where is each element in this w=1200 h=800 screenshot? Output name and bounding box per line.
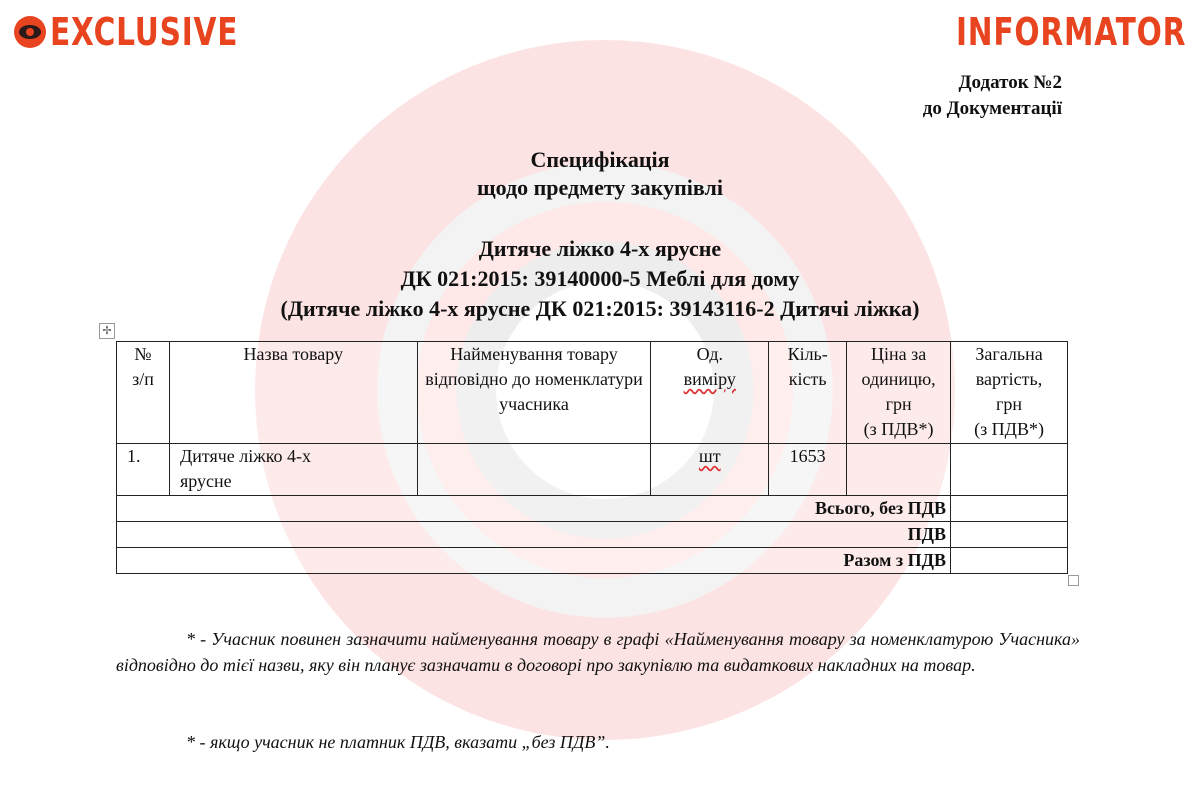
grand-total-label: Разом з ПДВ [117,548,951,574]
footnote-participant-name [116,626,1080,678]
cell-participant-name[interactable] [417,444,651,496]
table-move-handle-icon[interactable]: ✢ [99,323,115,339]
cell-total[interactable] [951,444,1068,496]
header-total: Загальна вартість, грн (з ПДВ*) [951,342,1068,444]
vat-label: ПДВ [117,522,951,548]
subject-line: ДК 021:2015: 39140000-5 Меблі для дому [400,266,800,291]
exclusive-logo [14,12,291,52]
subject-line: Дитяче ліжко 4-х ярусне [478,236,722,261]
annex-ref: до Документації [922,98,1062,119]
document-title [0,146,1200,202]
footnote-text: * - Учасник повинен зазначити найменування товару в графі «Найменування товару за номенклатурою Учасника» відповідно до тієї назви, яку він планує зазначати в договорі про закупівлю та видаткових накладних на товар. [116,629,1080,675]
table-header-row [117,342,1068,444]
exclusive-brand-text: EXCLUSIVE [50,10,239,54]
specification-table [116,341,1068,574]
subject-line: (Дитяче ліжко 4-х ярусне ДК 021:2015: 39143116-2 Дитячі ліжка) [280,296,920,321]
informator-logo [891,12,1186,52]
header-price: Ціна за одиницю, грн (з ПДВ*) [847,342,951,444]
procurement-subject [0,234,1200,324]
footnote-text: * - якщо учасник не платник ПДВ, вказати „без ПДВ”. [186,732,610,752]
grand-total-value[interactable] [951,548,1068,574]
subtotal-label: Всього, без ПДВ [117,496,951,522]
table-row [117,444,1068,496]
cell-price[interactable] [847,444,951,496]
subtotal-value[interactable] [951,496,1068,522]
header-participant-name: Найменування товару відповідно до номенклатури учасника [417,342,651,444]
cell-unit: шт [651,444,769,496]
summary-row-subtotal [117,496,1068,522]
header-qty: Кіль- кість [769,342,847,444]
header-unit: Од. виміру [651,342,769,444]
informator-brand-text: INFORMATOR [955,10,1186,54]
cell-num: 1. [117,444,170,496]
table-resize-handle-icon[interactable] [1068,575,1079,586]
cell-name: Дитяче ліжко 4-х ярусне [169,444,417,496]
vat-value[interactable] [951,522,1068,548]
cell-qty: 1653 [769,444,847,496]
footnote-vat [116,729,1080,755]
header-num: № з/п [117,342,170,444]
annex-number: Додаток №2 [958,72,1062,93]
summary-row-vat [117,522,1068,548]
title-line: щодо предмету закупівлі [477,175,723,200]
annex-label [923,70,1062,122]
eye-icon [14,16,46,48]
header-name: Назва товару [169,342,417,444]
summary-row-grand-total [117,548,1068,574]
title-line: Специфікація [530,147,670,172]
